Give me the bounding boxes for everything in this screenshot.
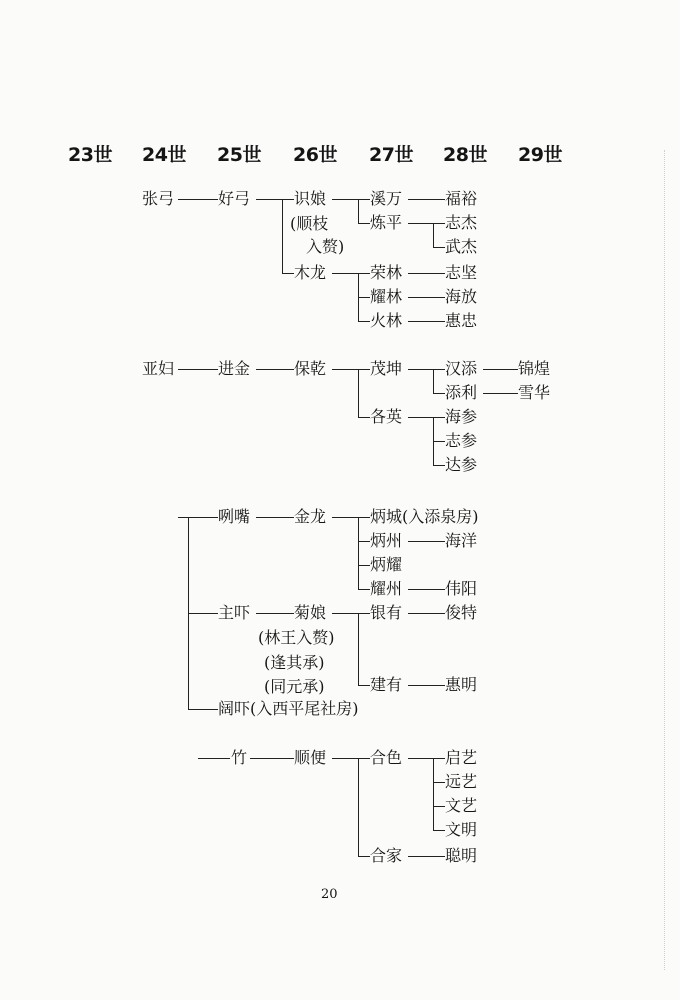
member-name: 各英	[370, 407, 403, 426]
member-name: 志坚	[445, 263, 478, 282]
connector-line	[358, 589, 370, 590]
member-name: 炳州	[370, 531, 403, 550]
connector-line	[332, 758, 370, 759]
connector-line	[332, 613, 370, 614]
member-name: 炳耀	[370, 555, 403, 574]
member-name: 火林	[370, 311, 403, 330]
member-name: 福裕	[445, 189, 478, 208]
connector-line	[332, 369, 370, 370]
member-name: 惠忠	[445, 311, 478, 330]
member-name: 武杰	[445, 237, 478, 256]
connector-line	[256, 517, 294, 518]
connector-line	[282, 273, 294, 274]
connector-line	[358, 685, 370, 686]
connector-line	[358, 297, 370, 298]
member-name: 志参	[445, 431, 478, 450]
connector-line	[256, 613, 294, 614]
branch-line	[433, 369, 434, 393]
connector-line	[433, 247, 445, 248]
member-name: 聪明	[445, 846, 478, 865]
member-name: 竹	[231, 748, 248, 767]
connector-line	[332, 273, 370, 274]
scan-edge-shadow	[664, 150, 666, 970]
connector-line	[256, 199, 294, 200]
member-name: 添利	[445, 383, 478, 402]
connector-line	[483, 369, 518, 370]
member-name: 耀州	[370, 579, 403, 598]
member-name: 好弓	[218, 189, 251, 208]
connector-line	[408, 321, 445, 322]
member-name: 锦煌	[518, 359, 551, 378]
member-name: 主吓	[218, 603, 251, 622]
branch-line	[358, 613, 359, 685]
member-name: 顺便	[294, 748, 327, 767]
member-name: 海参	[445, 407, 478, 426]
member-name: 保乾	[294, 359, 327, 378]
branch-line	[358, 199, 359, 223]
member-name: 合家	[370, 846, 403, 865]
member-name: 合色	[370, 748, 403, 767]
connector-line	[408, 199, 445, 200]
member-name: 俊特	[445, 603, 478, 622]
connector-line	[178, 517, 218, 518]
member-name: 咧嘴	[218, 507, 251, 526]
connector-line	[188, 709, 218, 710]
connector-line	[358, 541, 370, 542]
connector-line	[433, 441, 445, 442]
connector-line	[358, 565, 370, 566]
branch-line	[358, 369, 359, 417]
connector-line	[178, 199, 218, 200]
connector-line	[483, 393, 518, 394]
connector-line	[408, 273, 445, 274]
member-name: 海放	[445, 287, 478, 306]
connector-line	[433, 806, 445, 807]
connector-line	[408, 685, 445, 686]
generation-25-label: 25世	[217, 144, 261, 166]
connector-line	[408, 613, 445, 614]
connector-line	[358, 417, 370, 418]
connector-line	[408, 223, 445, 224]
generation-24-label: 24世	[142, 144, 186, 166]
member-note: 入赘)	[306, 237, 345, 256]
generation-27-label: 27世	[369, 144, 413, 166]
member-note: (同元承)	[264, 677, 325, 696]
member-name: 菊娘	[294, 603, 327, 622]
connector-line	[358, 321, 370, 322]
connector-line	[358, 223, 370, 224]
connector-line	[408, 758, 445, 759]
page-number: 20	[321, 887, 338, 902]
member-name: 银有	[370, 603, 403, 622]
member-name: 茂坤	[370, 359, 403, 378]
member-name: 木龙	[294, 263, 327, 282]
connector-line	[178, 369, 218, 370]
connector-line	[250, 758, 294, 759]
member-name: 文明	[445, 820, 478, 839]
member-name: 阔吓(入西平尾社房)	[218, 699, 359, 718]
connector-line	[433, 782, 445, 783]
member-name: 达参	[445, 455, 478, 474]
connector-line	[433, 393, 445, 394]
member-note: (顺枝	[290, 214, 329, 233]
member-name: 亚妇	[142, 359, 175, 378]
connector-line	[332, 517, 370, 518]
connector-line	[433, 830, 445, 831]
member-name: 建有	[370, 675, 403, 694]
member-name: 张弓	[142, 189, 175, 208]
member-note: (林王入赘)	[258, 628, 335, 647]
connector-line	[408, 589, 445, 590]
connector-line	[408, 369, 445, 370]
member-name: 耀林	[370, 287, 403, 306]
branch-line	[358, 758, 359, 856]
member-name: 炳城(入添泉房)	[370, 507, 479, 526]
generation-28-label: 28世	[443, 144, 487, 166]
member-note: (逢其承)	[264, 653, 325, 672]
connector-line	[188, 613, 218, 614]
member-name: 进金	[218, 359, 251, 378]
member-name: 惠明	[445, 675, 478, 694]
member-name: 启艺	[445, 748, 478, 767]
member-name: 汉添	[445, 359, 478, 378]
generation-23-label: 23世	[68, 144, 112, 166]
generation-26-label: 26世	[293, 144, 337, 166]
member-name: 炼平	[370, 213, 403, 232]
connector-line	[408, 541, 445, 542]
member-name: 海洋	[445, 531, 478, 550]
member-name: 远艺	[445, 772, 478, 791]
connector-line	[408, 417, 445, 418]
connector-line	[256, 369, 294, 370]
member-name: 雪华	[518, 383, 551, 402]
connector-line	[408, 856, 445, 857]
branch-line	[433, 758, 434, 830]
connector-line	[198, 758, 230, 759]
member-name: 文艺	[445, 796, 478, 815]
member-name: 伟阳	[445, 579, 478, 598]
connector-line	[433, 465, 445, 466]
generation-29-label: 29世	[518, 144, 562, 166]
connector-line	[408, 297, 445, 298]
branch-line	[433, 223, 434, 247]
member-name: 识娘	[294, 189, 327, 208]
member-name: 荣林	[370, 263, 403, 282]
member-name: 金龙	[294, 507, 327, 526]
branch-line	[282, 199, 283, 273]
connector-line	[332, 199, 370, 200]
member-name: 志杰	[445, 213, 478, 232]
branch-line	[358, 517, 359, 589]
connector-line	[358, 856, 370, 857]
member-name: 溪万	[370, 189, 403, 208]
